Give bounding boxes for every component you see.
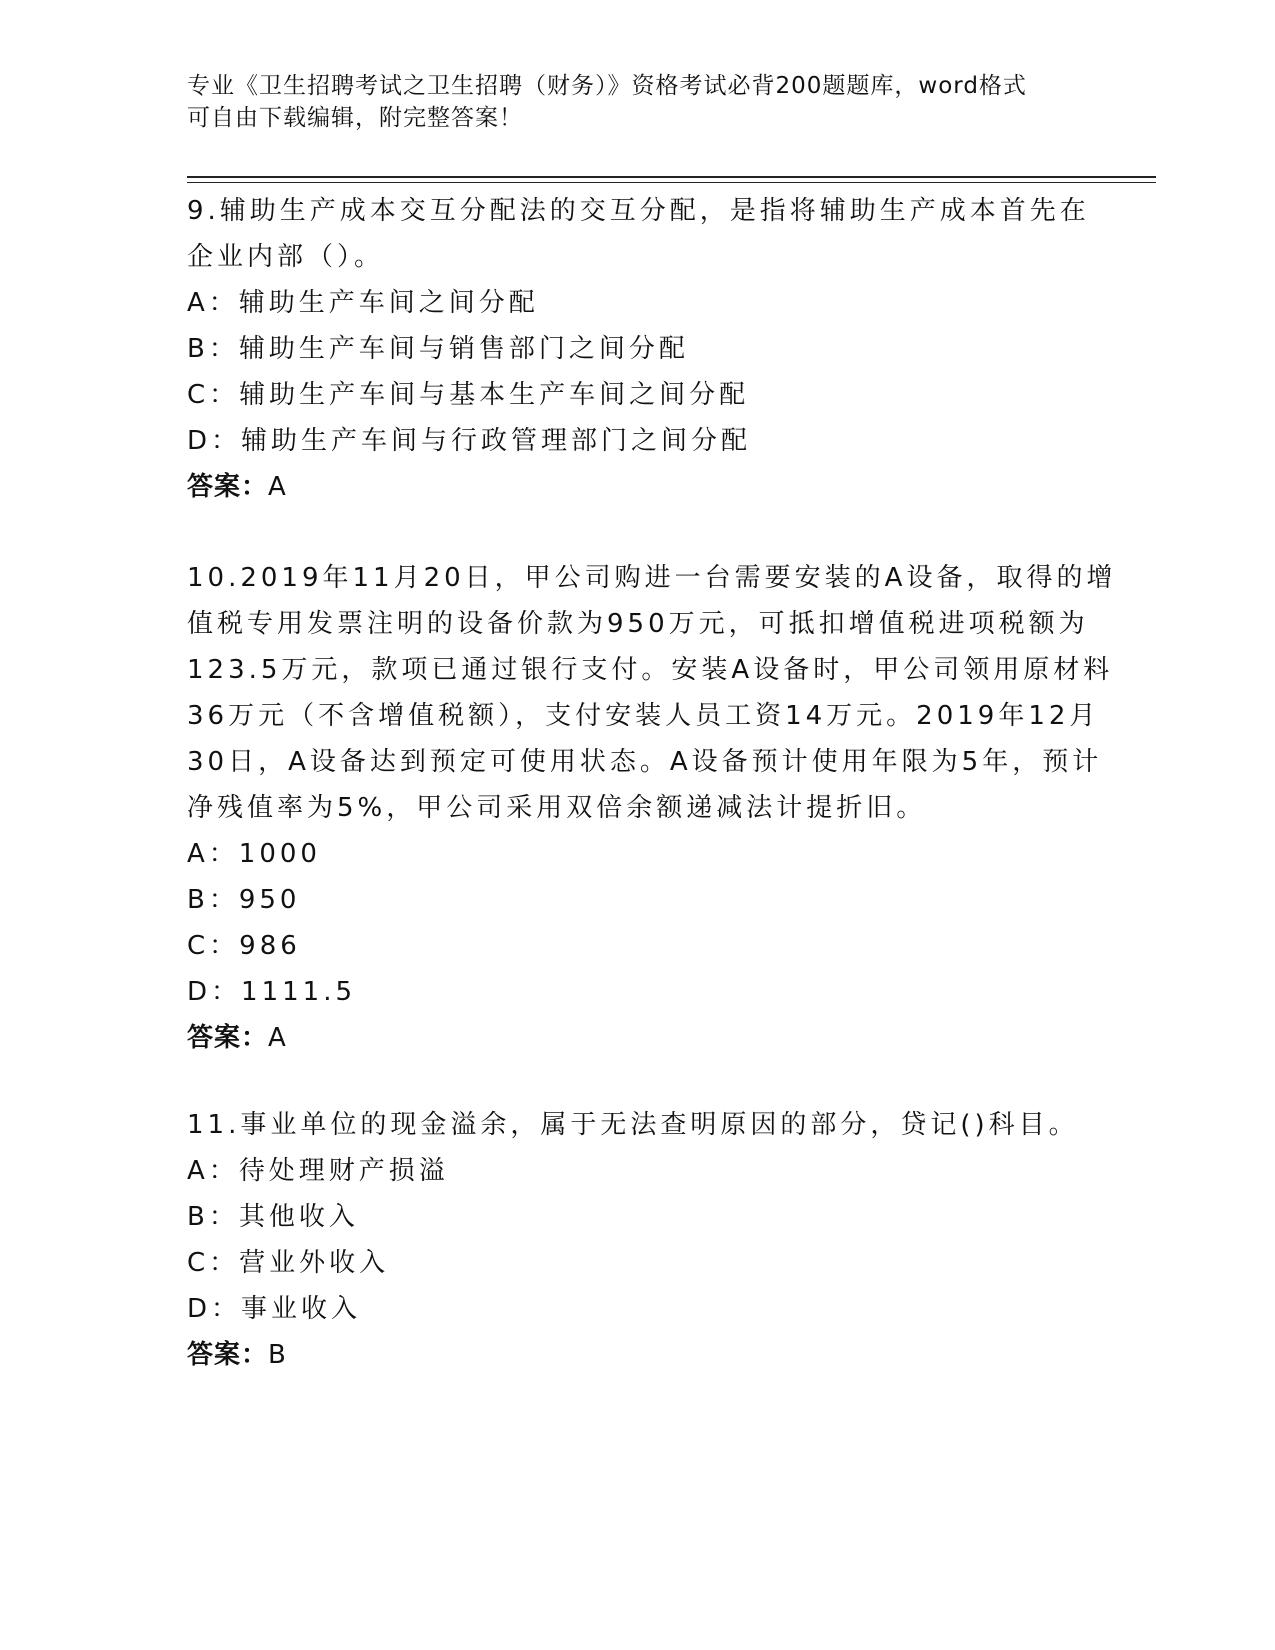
option-b: B：其他收入 bbox=[187, 1202, 359, 1232]
answer-value: A bbox=[268, 1023, 287, 1053]
answer-line bbox=[187, 1015, 1087, 1061]
option-b: B：辅助生产车间与销售部门之间分配 bbox=[187, 334, 689, 364]
option-d: D：辅助生产车间与行政管理部门之间分配 bbox=[187, 426, 752, 456]
answer-label: 答案： bbox=[187, 472, 269, 502]
option-a: A：辅助生产车间之间分配 bbox=[187, 288, 539, 318]
header-title-line-1: 专业《卫生招聘考试之卫生招聘（财务）》资格考试必背200题题库，word格式 bbox=[187, 73, 1027, 99]
answer-line bbox=[187, 464, 1087, 510]
header-divider-thick bbox=[187, 176, 1156, 178]
question-11 bbox=[187, 1102, 1087, 1378]
header-title-line-2: 可自由下载编辑，附完整答案！ bbox=[187, 105, 523, 131]
question-10 bbox=[187, 555, 1117, 1061]
option-c: C：营业外收入 bbox=[187, 1248, 390, 1278]
question-text-line: 123.5万元，款项已通过银行支付。安装A设备时，甲公司领用原材料 bbox=[187, 655, 1114, 685]
answer-line bbox=[187, 1332, 1087, 1378]
option-a: A：待处理财产损溢 bbox=[187, 1156, 449, 1186]
question-text-line: 9.辅助生产成本交互分配法的交互分配，是指将辅助生产成本首先在 bbox=[187, 196, 1090, 226]
header-divider-thin bbox=[187, 182, 1156, 183]
option-d: D：事业收入 bbox=[187, 1294, 362, 1324]
question-text-line: 11.事业单位的现金溢余，属于无法查明原因的部分，贷记()科目。 bbox=[187, 1110, 1079, 1140]
question-text-line: 10.2019年11月20日，甲公司购进一台需要安装的A设备，取得的增 bbox=[187, 563, 1117, 593]
option-c: C：986 bbox=[187, 931, 301, 961]
option-d: D：1111.5 bbox=[187, 977, 356, 1007]
question-text-line: 30日，A设备达到预定可使用状态。A设备预计使用年限为5年，预计 bbox=[187, 747, 1103, 777]
answer-value: A bbox=[268, 472, 287, 502]
option-c: C：辅助生产车间与基本生产车间之间分配 bbox=[187, 380, 750, 410]
question-text-line: 36万元（不含增值税额），支付安装人员工资14万元。2019年12月 bbox=[187, 701, 1100, 731]
answer-label: 答案： bbox=[187, 1340, 269, 1370]
answer-value: B bbox=[268, 1340, 287, 1370]
question-9 bbox=[187, 188, 1090, 510]
document-header bbox=[187, 70, 1087, 134]
question-text-line: 净残值率为5%，甲公司采用双倍余额递减法计提折旧。 bbox=[187, 793, 927, 823]
option-a: A：1000 bbox=[187, 839, 321, 869]
answer-label: 答案： bbox=[187, 1023, 269, 1053]
question-text-line: 值税专用发票注明的设备价款为950万元，可抵扣增值税进项税额为 bbox=[187, 609, 1089, 639]
option-b: B：950 bbox=[187, 885, 301, 915]
question-text-line: 企业内部（）。 bbox=[187, 242, 385, 272]
